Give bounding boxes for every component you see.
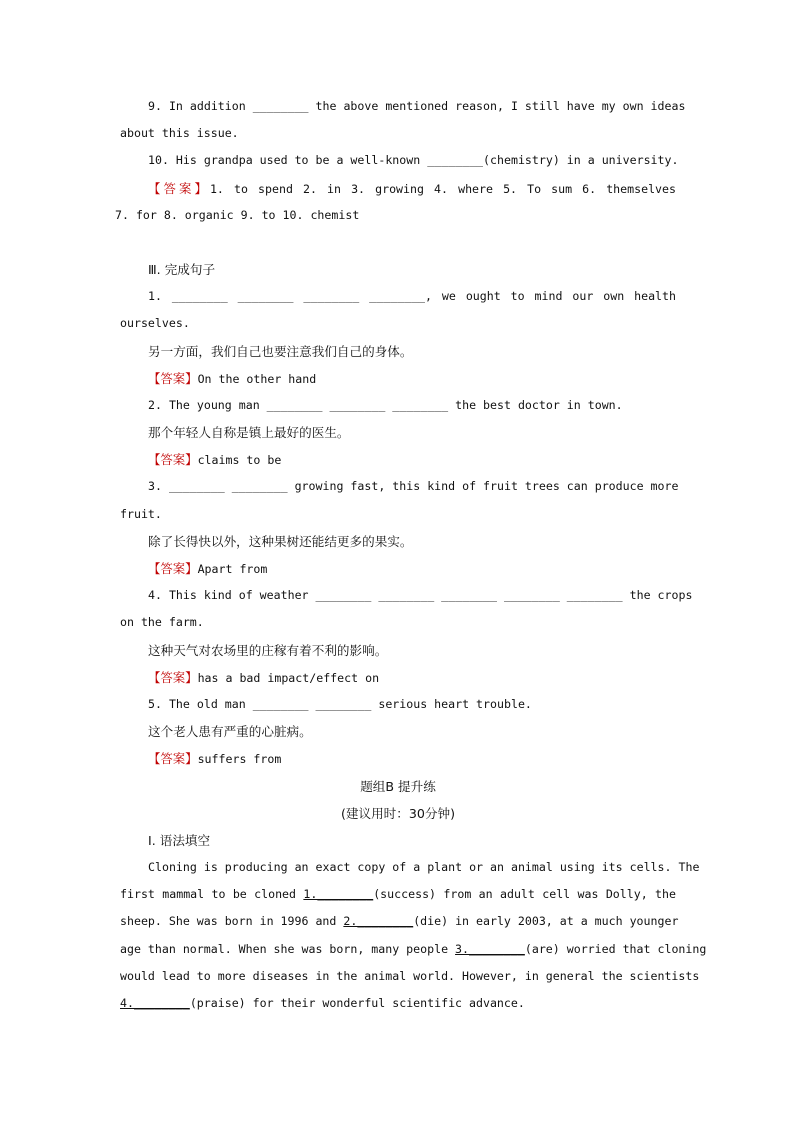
answer-text: 1. to spend 2. in 3. growing 4. where 5. To sum 6. themselves bbox=[209, 181, 676, 196]
sentence-4-line-1: 4. This kind of weather ________ ________ ________ ________ ________ the crops bbox=[148, 588, 693, 603]
question-10: 10. His grandpa used to be a well-known ________(chemistry) in a university. bbox=[148, 153, 679, 168]
sentence-3-answer bbox=[120, 555, 676, 582]
blank-3: 3.________ bbox=[455, 941, 525, 956]
sentence-4-chinese: 这种天气对农场里的庄稼有着不利的影响。 bbox=[148, 642, 388, 658]
passage-line-1: Cloning is producing an exact copy of a plant or an animal using its cells. The bbox=[148, 860, 700, 875]
passage-line-6 bbox=[120, 990, 676, 1017]
sentence-5-line-1: 5. The old man ________ ________ serious heart trouble. bbox=[148, 696, 532, 711]
passage-text: (are) worried that cloning bbox=[524, 941, 707, 956]
passage-line-3 bbox=[120, 908, 679, 935]
passage-text: first mammal to be cloned bbox=[120, 887, 304, 902]
group-b-title: 题组B 提升练 bbox=[360, 778, 436, 794]
passage-line-5: would lead to more diseases in the animal world. However, in general the scientists bbox=[120, 968, 700, 983]
answer-block-2: 7. for 8. organic 9. to 10. chemist bbox=[115, 207, 360, 222]
grammar-fill-heading: Ⅰ. 语法填空 bbox=[148, 832, 211, 848]
sentence-1-answer bbox=[120, 365, 676, 392]
answer-text: suffers from bbox=[197, 752, 282, 767]
answer-label: 【答案】 bbox=[148, 370, 198, 386]
document-page bbox=[115, 93, 707, 1017]
answer-text: Apart from bbox=[197, 562, 268, 576]
sentence-5-chinese: 这个老人患有严重的心脏病。 bbox=[148, 724, 312, 740]
answer-text: On the other hand bbox=[197, 371, 317, 386]
answer-label: 【答案】 bbox=[148, 751, 198, 767]
answer-label: 【答案】 bbox=[148, 561, 198, 576]
question-9-line-2: about this issue. bbox=[120, 126, 239, 141]
answer-block-1 bbox=[120, 175, 676, 202]
passage-line-4 bbox=[120, 936, 707, 963]
blank-2: 2.________ bbox=[343, 914, 414, 929]
passage-text: (praise) for their wonderful scientific advance. bbox=[189, 996, 525, 1010]
question-9-line-1: 9. In addition ________ the above mentioned reason, I still have my own ideas bbox=[148, 99, 686, 113]
answer-text: claims to be bbox=[197, 453, 282, 468]
passage-line-2 bbox=[120, 881, 676, 908]
sentence-3-line-1: 3. ________ ________ growing fast, this kind of fruit trees can produce more bbox=[148, 479, 679, 494]
group-b-time: (建议用时：30分钟) bbox=[340, 805, 455, 821]
answer-label: 【答案】 bbox=[148, 669, 198, 685]
passage-text: (die) in early 2003, at a much younger bbox=[413, 914, 679, 929]
answer-label: 【答案】 bbox=[148, 452, 198, 468]
sentence-4-line-2: on the farm. bbox=[120, 615, 204, 630]
blank-4: 4.________ bbox=[120, 996, 190, 1010]
sentence-1-line-2: ourselves. bbox=[120, 316, 190, 331]
answer-label: 【答案】 bbox=[148, 180, 210, 196]
sentence-2-line-1: 2. The young man ________ ________ ________ the best doctor in town. bbox=[148, 397, 623, 412]
sentence-1-chinese: 另一方面，我们自己也要注意我们自己的身体。 bbox=[148, 343, 413, 359]
passage-text: sheep. She was born in 1996 and bbox=[120, 914, 344, 929]
sentence-3-line-2: fruit. bbox=[120, 506, 162, 521]
sentence-1-line-1: 1. ________ ________ ________ ________, we ought to mind our own health bbox=[148, 289, 676, 304]
sentence-2-answer bbox=[120, 446, 676, 473]
section-3-heading: Ⅲ. 完成句子 bbox=[148, 261, 216, 277]
sentence-3-chinese: 除了长得快以外，这种果树还能结更多的果实。 bbox=[148, 533, 413, 549]
passage-text: age than normal. When she was born, many people bbox=[120, 941, 456, 956]
blank-1: 1.________ bbox=[303, 887, 374, 902]
answer-text: has a bad impact/effect on bbox=[197, 670, 380, 685]
sentence-2-chinese: 那个年轻人自称是镇上最好的医生。 bbox=[148, 425, 350, 441]
sentence-4-answer bbox=[120, 664, 676, 691]
passage-text: (success) from an adult cell was Dolly, the bbox=[373, 887, 676, 902]
spacer bbox=[120, 229, 676, 256]
sentence-5-answer bbox=[120, 745, 676, 772]
